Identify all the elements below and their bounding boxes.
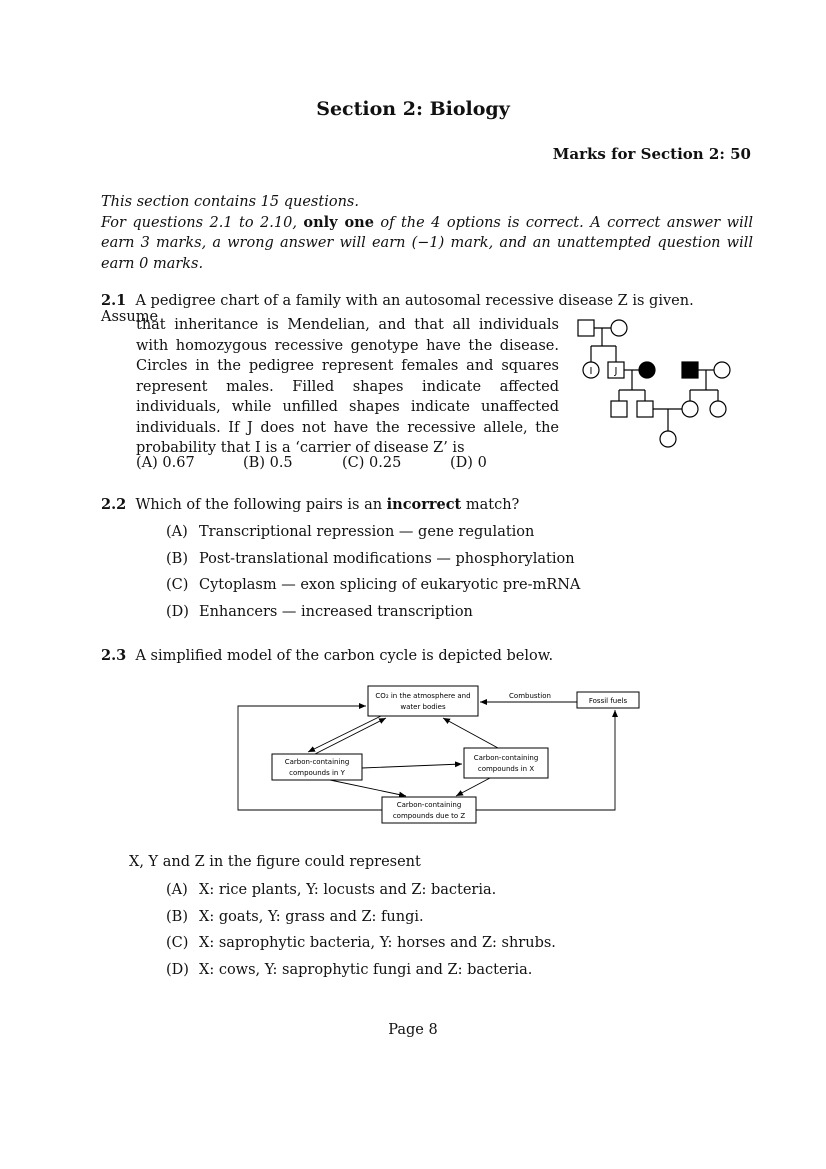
- option-b[interactable]: [166, 904, 556, 931]
- pedigree-son-2: [637, 401, 653, 417]
- intro-bold: only one: [303, 213, 374, 231]
- question-stem-bold: incorrect: [386, 496, 462, 513]
- z-label-line-1: Carbon-containing: [396, 801, 462, 809]
- question-2-1-body: that inheritance is Mendelian, and that all individuals with homozygous recessive genotype have the disease. Circles in the pedigree represent females and squares represent males. Filled shapes indicate affected individuals, while unfilled shapes indicate unaffected individuals. If J does not have the recessive allele, the probability that I is a ‘carrier of disease Z’ is: [136, 317, 559, 456]
- pedigree-affected-male: [682, 362, 698, 378]
- option-label: (B): [166, 908, 188, 925]
- pedigree-grandchild: [660, 431, 676, 447]
- pedigree-affected-female: [639, 362, 655, 378]
- section-intro: [101, 192, 753, 274]
- z-label-line-2: compounds due to Z: [392, 812, 466, 820]
- question-2-1-options: [136, 455, 487, 471]
- option-text: 0.67: [162, 455, 195, 471]
- pedigree-label-j: J: [614, 366, 618, 377]
- option-text: Transcriptional repression — gene regulation: [199, 524, 535, 540]
- pedigree-daughter-2: [710, 401, 726, 417]
- pedigree-daughter-1: [682, 401, 698, 417]
- section-marks: Marks for Section 2: 50: [552, 145, 751, 163]
- question-2-2-options: [166, 519, 580, 625]
- co2-box: [368, 686, 478, 716]
- pedigree-son-1: [611, 401, 627, 417]
- option-c[interactable]: [342, 455, 450, 471]
- option-label: (B): [243, 455, 265, 471]
- option-d[interactable]: [450, 455, 487, 471]
- question-first-line: A pedigree chart of a family with an autosomal recessive disease Z is given. Assume: [101, 293, 694, 325]
- option-c[interactable]: [166, 930, 556, 957]
- option-text: X: cows, Y: saprophytic fungi and Z: bacteria.: [199, 961, 533, 978]
- option-label: (B): [166, 550, 188, 567]
- option-label: (A): [166, 882, 188, 898]
- option-b[interactable]: [166, 546, 580, 573]
- x-compounds-box: [464, 748, 548, 778]
- option-a[interactable]: [166, 877, 556, 904]
- option-text: 0.25: [369, 455, 402, 471]
- option-text: X: goats, Y: grass and Z: fungi.: [199, 908, 424, 925]
- x-label-line-2: compounds in X: [477, 765, 535, 773]
- question-number: 2.3: [101, 647, 127, 664]
- option-text: Cytoplasm — exon splicing of eukaryotic pre-mRNA: [199, 577, 581, 593]
- option-text: X: rice plants, Y: locusts and Z: bacteria.: [199, 882, 497, 898]
- option-text: X: saprophytic bacteria, Y: horses and Z: shrubs.: [199, 935, 556, 951]
- co2-label-line-2: water bodies: [400, 703, 446, 711]
- x-label-line-1: Carbon-containing: [473, 754, 539, 762]
- question-number: 2.2: [101, 496, 127, 513]
- co2-label-line-1: CO₂ in the atmosphere and: [375, 692, 471, 700]
- option-b[interactable]: [243, 455, 342, 471]
- option-c[interactable]: [166, 572, 580, 599]
- pedigree-grandmother: [611, 320, 627, 336]
- question-2-3-stem: X, Y and Z in the figure could represent: [129, 854, 421, 870]
- question-2-3-options: [166, 877, 556, 983]
- option-label: (C): [166, 935, 189, 951]
- y-label-line-2: compounds in Y: [289, 769, 345, 777]
- question-2-2-header: [101, 496, 519, 513]
- page-number: Page 8: [388, 1022, 438, 1038]
- pedigree-chart: [570, 310, 750, 455]
- option-label: (D): [166, 961, 189, 978]
- section-title: Section 2: Biology: [316, 98, 510, 120]
- question-stem-b: match?: [461, 497, 520, 513]
- option-text: Enhancers — increased transcription: [199, 603, 473, 620]
- intro-line-2: [101, 213, 753, 275]
- pedigree-label-i: I: [589, 366, 593, 377]
- carbon-cycle-diagram: [230, 682, 650, 832]
- option-a[interactable]: [166, 519, 580, 546]
- question-stem: A simplified model of the carbon cycle is depicted below.: [135, 648, 554, 664]
- option-text: Post-translational modifications — phosphorylation: [199, 550, 575, 567]
- option-label: (D): [166, 603, 189, 620]
- y-label-line-1: Carbon-containing: [284, 758, 350, 766]
- option-d[interactable]: [166, 599, 580, 626]
- question-2-3-header: [101, 647, 553, 664]
- intro-line-1: This section contains 15 questions.: [101, 194, 359, 210]
- option-text: 0: [477, 455, 487, 471]
- fossil-fuels-label: Fossil fuels: [588, 697, 628, 705]
- option-label: (A): [166, 524, 188, 540]
- option-label: (A): [136, 455, 158, 471]
- pedigree-grandfather: [578, 320, 594, 336]
- option-label: (C): [166, 577, 189, 593]
- question-number: 2.1: [101, 292, 127, 309]
- pedigree-female-right: [714, 362, 730, 378]
- option-a[interactable]: [136, 455, 243, 471]
- intro-text-b: of the 4 options is correct. A correct answer will earn 3 marks, a wrong answer will earn (−1) mark, and an unattempted question will earn 0 marks.: [101, 214, 753, 272]
- option-label: (D): [450, 455, 473, 471]
- intro-text-a: For questions 2.1 to 2.10,: [101, 214, 304, 231]
- option-d[interactable]: [166, 957, 556, 984]
- question-stem-a: Which of the following pairs is an: [135, 497, 387, 513]
- option-text: 0.5: [269, 455, 293, 471]
- option-label: (C): [342, 455, 365, 471]
- combustion-label: Combustion: [509, 692, 551, 700]
